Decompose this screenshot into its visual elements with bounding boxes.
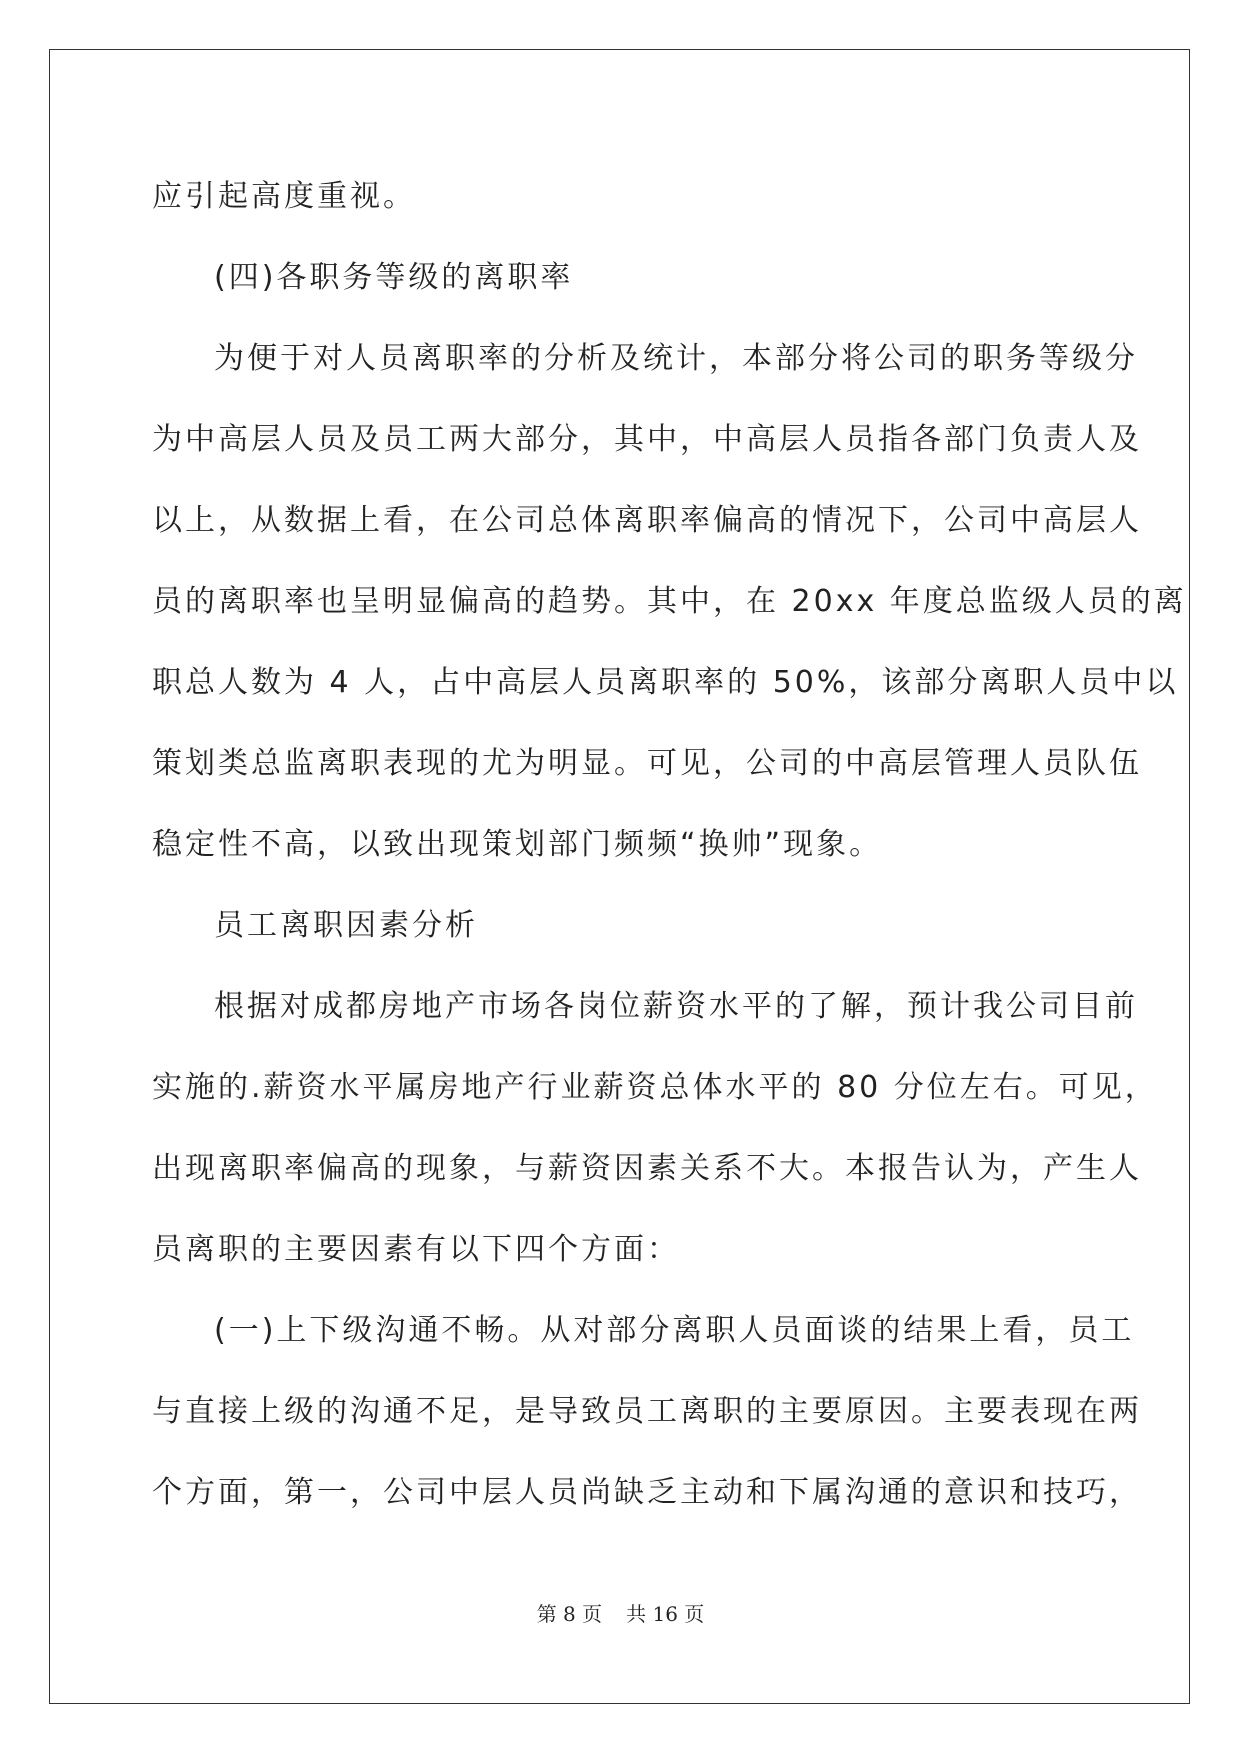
section-heading: (四)各职务等级的离职率 [214, 260, 574, 295]
text-line: 职总人数为 4 人，占中高层人员离职率的 50%，该部分离职人员中以 [152, 665, 1179, 700]
text-line: 以上，从数据上看，在公司总体离职率偏高的情况下，公司中高层人 [152, 503, 1142, 538]
text-line: 为便于对人员离职率的分析及统计，本部分将公司的职务等级分 [214, 341, 1138, 376]
page-number: 第 8 页 [536, 1602, 603, 1626]
text-line: 与直接上级的沟通不足，是导致员工离职的主要原因。主要表现在两 [152, 1394, 1142, 1429]
text-line: 出现离职率偏高的现象，与薪资因素关系不大。本报告认为，产生人 [152, 1151, 1142, 1186]
text-line: 员离职的主要因素有以下四个方面： [152, 1232, 680, 1267]
text-line: 策划类总监离职表现的尤为明显。可见，公司的中高层管理人员队伍 [152, 746, 1142, 781]
text-line: 员的离职率也呈明显偏高的趋势。其中，在 20xx 年度总监级人员的离 [152, 584, 1187, 619]
text-line: 个方面，第一，公司中层人员尚缺乏主动和下属沟通的意识和技巧， [152, 1475, 1142, 1510]
page-footer [0, 1598, 1241, 1627]
text-line: 为中高层人员及员工两大部分，其中，中高层人员指各部门负责人及 [152, 422, 1142, 457]
page-total: 共 16 页 [626, 1602, 705, 1626]
text-line: 根据对成都房地产市场各岗位薪资水平的了解，预计我公司目前 [214, 989, 1138, 1024]
text-line: 实施的.薪资水平属房地产行业薪资总体水平的 80 分位左右。可见， [152, 1070, 1158, 1105]
text-line: 稳定性不高，以致出现策划部门频频“换帅”现象。 [152, 827, 883, 862]
text-line: 应引起高度重视。 [152, 179, 416, 214]
text-line: (一)上下级沟通不畅。从对部分离职人员面谈的结果上看，员工 [214, 1313, 1135, 1348]
section-heading: 员工离职因素分析 [214, 908, 478, 943]
document-body [152, 156, 1187, 1533]
